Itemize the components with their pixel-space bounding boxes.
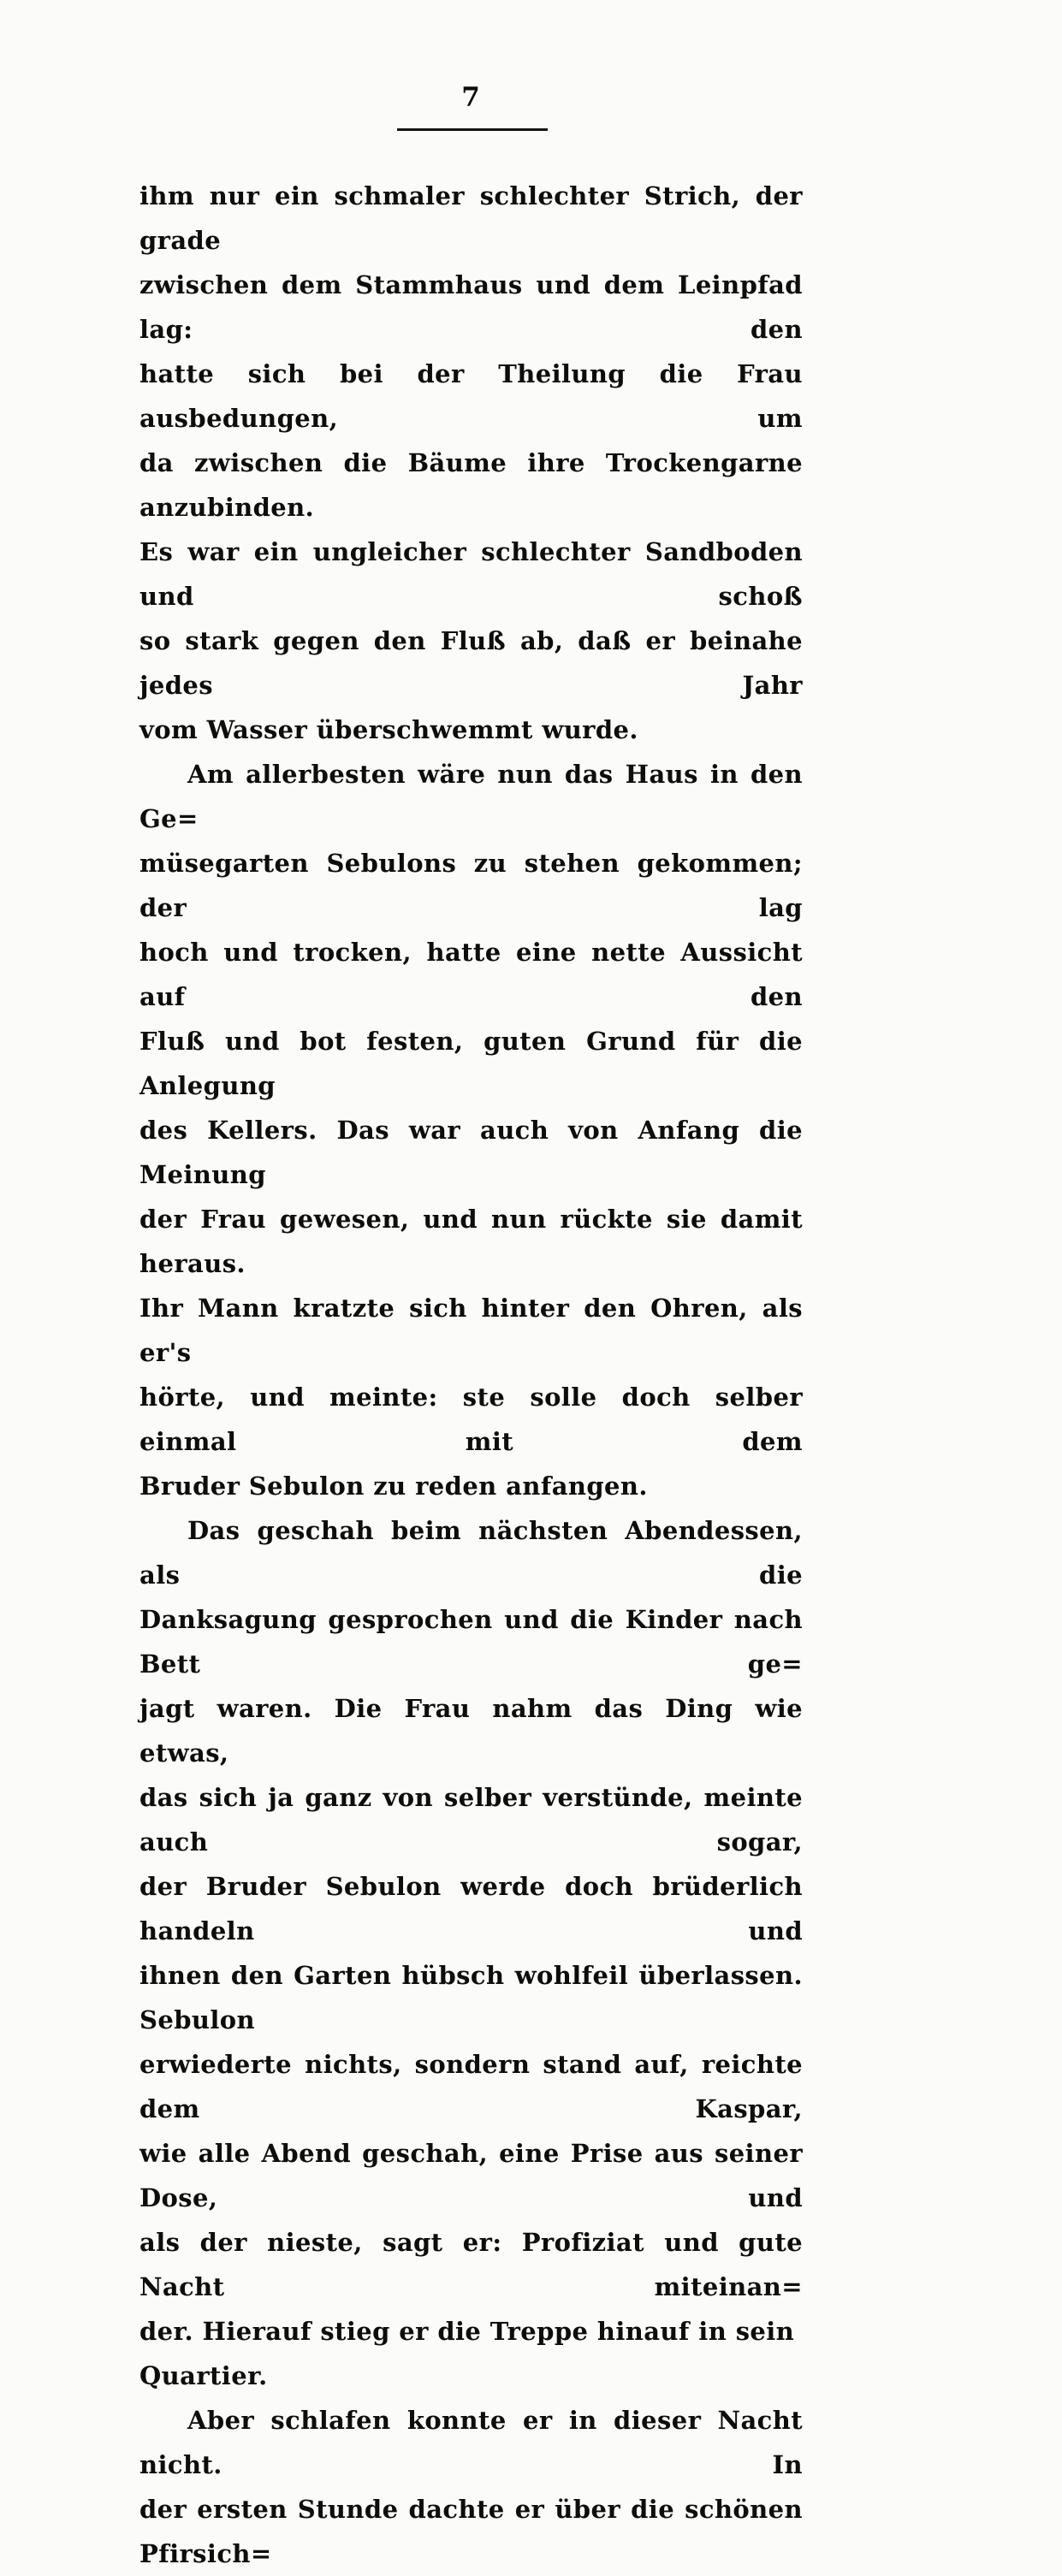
text-line: wie alle Abend geschah, eine Prise aus seiner Dose, und xyxy=(139,2139,803,2212)
text-line: der. Hierauf stieg er die Treppe hinauf in sein Quartier. xyxy=(139,2317,795,2390)
text-line: Ihr Mann kratzte sich hinter den Ohren, als er's xyxy=(139,1294,803,1367)
text-line: da zwischen die Bäume ihre Trockengarne anzubinden. xyxy=(139,448,803,522)
text-line: Danksagung gesprochen und die Kinder nach Bett ge= xyxy=(139,1605,803,1679)
text-line: hörte, und meinte: ste solle doch selber einmal mit dem xyxy=(139,1383,803,1456)
text-line: zwischen dem Stammhaus und dem Leinpfad lag: den xyxy=(139,270,803,344)
text-line: Aber schlafen konnte er in dieser Nacht nicht. In xyxy=(139,2406,803,2479)
text-line: hoch und trocken, hatte eine nette Aussicht auf den xyxy=(139,938,803,1011)
text-line: ihnen den Garten hübsch wohlfeil überlassen. Sebulon xyxy=(139,1961,803,2034)
text-line: müsegarten Sebulons zu stehen gekommen; der lag xyxy=(139,849,803,922)
text-line: des Kellers. Das war auch von Anfang die Meinung xyxy=(139,1116,803,1189)
text-line: Bruder Sebulon zu reden anfangen. xyxy=(139,1472,648,1501)
text-line: das sich ja ganz von selber verstünde, meinte auch sogar, xyxy=(139,1783,803,1856)
text-line: Das geschah beim nächsten Abendessen, als die xyxy=(139,1516,803,1590)
text-line: Es war ein ungleicher schlechter Sandboden und schoß xyxy=(139,537,803,611)
text-line: der ersten Stunde dachte er über die schönen Pfirsich= xyxy=(139,2495,803,2568)
text-line: erwiederte nichts, sondern stand auf, reichte dem Kaspar, xyxy=(139,2050,803,2123)
text-line: so stark gegen den Fluß ab, daß er beinahe jedes Jahr xyxy=(139,626,803,700)
text-line: hatte sich bei der Theilung die Frau ausbedungen, um xyxy=(139,359,803,433)
text-line: jagt waren. Die Frau nahm das Ding wie etwas, xyxy=(139,1694,803,1768)
body-text xyxy=(139,174,803,2576)
text-line: als der nieste, sagt er: Profiziat und gute Nacht miteinan= xyxy=(139,2228,803,2301)
text-line: der Bruder Sebulon werde doch brüderlich handeln und xyxy=(139,1872,803,1945)
text-line: Am allerbesten wäre nun das Haus in den Ge= xyxy=(139,760,803,833)
header-rule xyxy=(397,128,548,131)
text-line: der Frau gewesen, und nun rückte sie damit heraus. xyxy=(139,1205,803,1278)
text-line: vom Wasser überschwemmt wurde. xyxy=(139,715,638,744)
text-line: ihm nur ein schmaler schlechter Strich, der grade xyxy=(139,181,803,255)
text-line: Fluß und bot festen, guten Grund für die Anlegung xyxy=(139,1027,803,1100)
page-number: 7 xyxy=(461,82,481,113)
